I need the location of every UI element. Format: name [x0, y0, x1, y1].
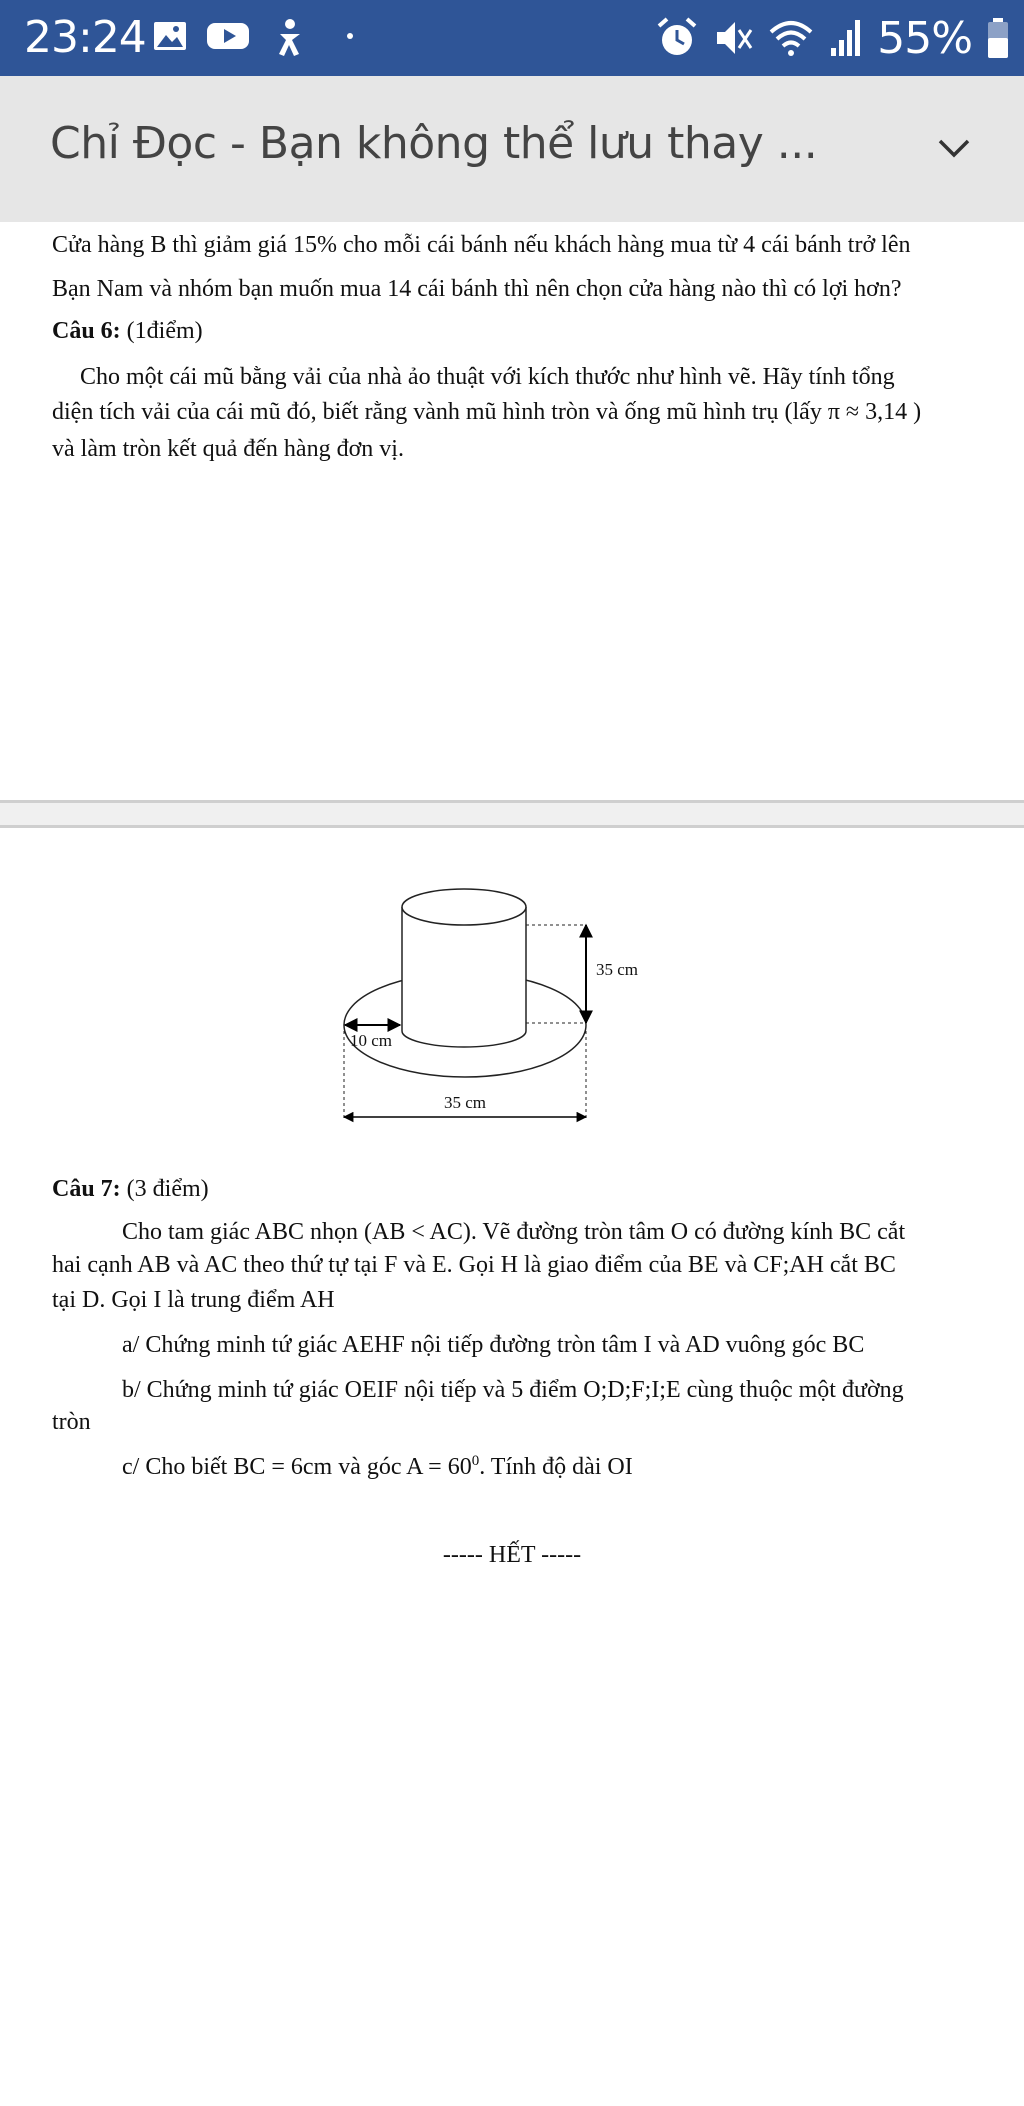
question-points: (1điểm): [120, 318, 203, 344]
page-divider: [0, 825, 1024, 828]
dot-icon: [346, 32, 354, 40]
part-c-text-end: . Tính độ dài OI: [479, 1454, 633, 1480]
paragraph-line: và làm tròn kết quả đến hàng đơn vị.: [52, 436, 404, 462]
paragraph-line: tại D. Gọi I là trung điểm AH: [52, 1287, 335, 1313]
read-only-title: Chỉ Đọc - Bạn không thể lưu thay ...: [50, 118, 818, 169]
question-label: Câu 6:: [52, 318, 121, 344]
paragraph-line: hai cạnh AB và AC theo thứ tự tại F và E. Gọi H là giao điểm của BE và CF;AH cắt BC: [52, 1252, 896, 1278]
battery-icon: [986, 16, 1010, 60]
part-c: [122, 1452, 633, 1482]
question-7-heading: [52, 1174, 209, 1204]
paragraph-line: diện tích vải của cái mũ đó, biết rằng vành mũ hình tròn và ống mũ hình trụ (lấy π ≈ 3,14 ): [52, 399, 922, 425]
end-marker: ----- HẾT -----: [442, 1542, 582, 1568]
degree-superscript: 0: [471, 1453, 480, 1469]
question-label: Câu 7:: [52, 1176, 121, 1202]
battery-percentage: 55%: [877, 12, 972, 64]
question-points: (3 điểm): [120, 1176, 209, 1202]
youtube-icon: [206, 18, 250, 54]
signal-icon: [829, 16, 863, 60]
hat-top: [402, 889, 526, 925]
status-right: [655, 12, 1010, 64]
accessibility-icon: [272, 18, 308, 58]
paragraph-line: Bạn Nam và nhóm bạn muốn mua 14 cái bánh thì nên chọn cửa hàng nào thì có lợi hơn?: [52, 276, 902, 302]
paragraph-line: Cửa hàng B thì giảm giá 15% cho mỗi cái bánh nếu khách hàng mua từ 4 cái bánh trở lên: [52, 232, 911, 258]
brim-label: 10 cm: [350, 1031, 393, 1050]
alarm-icon: [655, 16, 699, 60]
paragraph-line: Cho một cái mũ bằng vải của nhà ảo thuật với kích thước như hình vẽ. Hãy tính tổng: [80, 364, 895, 390]
part-b-continued: tròn: [52, 1409, 91, 1435]
read-only-banner: [0, 76, 1024, 222]
part-b: b/ Chứng minh tứ giác OEIF nội tiếp và 5 điểm O;D;F;I;E cùng thuộc một đường: [122, 1377, 904, 1403]
paragraph-line: Cho tam giác ABC nhọn (AB < AC). Vẽ đường tròn tâm O có đường kính BC cắt: [122, 1219, 906, 1245]
chevron-down-icon[interactable]: [934, 128, 974, 168]
wifi-icon: [767, 16, 815, 60]
mute-icon: [713, 16, 753, 60]
hat-figure: [320, 885, 680, 1140]
part-c-text: c/ Cho biết BC = 6cm và góc A = 60: [122, 1454, 472, 1480]
status-time: 23:24: [24, 12, 146, 63]
question-6-heading: [52, 316, 203, 346]
height-label: 35 cm: [596, 960, 639, 979]
image-icon: [152, 18, 188, 54]
status-bar: [0, 0, 1024, 76]
part-a: a/ Chứng minh tứ giác AEHF nội tiếp đường tròn tâm I và AD vuông góc BC: [122, 1332, 865, 1358]
diameter-label: 35 cm: [444, 1093, 487, 1112]
